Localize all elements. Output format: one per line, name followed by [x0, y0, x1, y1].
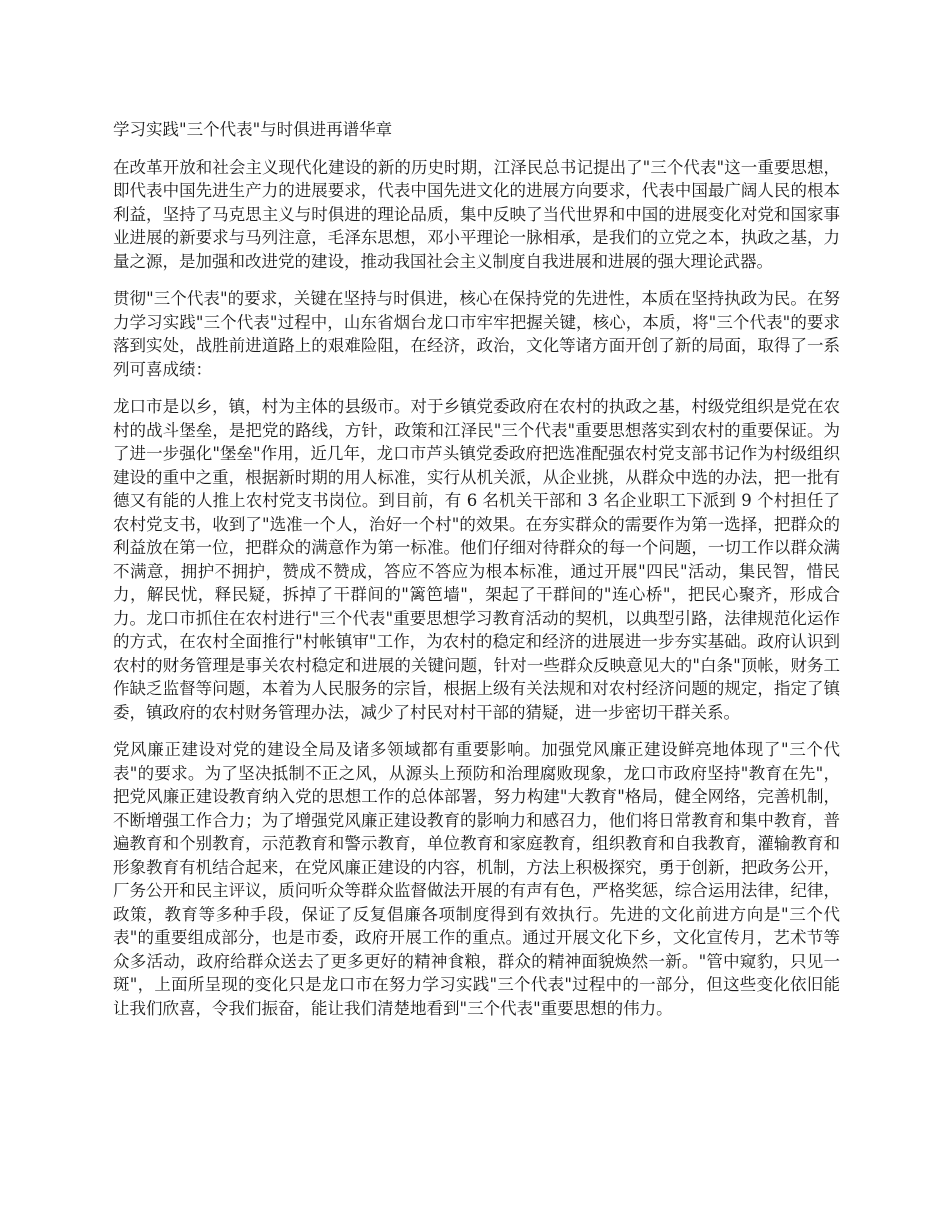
paragraph-1: 在改革开放和社会主义现代化建设的新的历史时期，江泽民总书记提出了"三个代表"这一重要思想，即代表中国先进生产力的进展要求，代表中国先进文化的进展方向要求，代表中国最广阔人民的根本利益，坚持了马克思主义与时俱进的理论品质，集中反映了当代世界和中国的进展变化对党和国家事业进展的新要求与马列注意，毛泽东思想，邓小平理论一脉相承，是我们的立党之本，执政之基，力量之源，是加强和改进党的建设，推动我国社会主义制度自我进展和进展的强大理论武器。 — [113, 157, 840, 271]
paragraph-2: 贯彻"三个代表"的要求，关键在坚持与时俱进，核心在保持党的先进性，本质在坚持执政为民。在努力学习实践"三个代表"过程中，山东省烟台龙口市牢牢把握关键，核心，本质，将"三个代表"的要求落到实处，战胜前进道路上的艰难险阻，在经济，政治，文化等诸方面开创了新的局面，取得了一系列可喜成绩： — [113, 289, 840, 379]
paragraph-4: 党风廉正建设对党的建设全局及诸多领域都有重要影响。加强党风廉正建设鲜亮地体现了"三个代表"的要求。为了坚决抵制不正之风，从源头上预防和治理腐败现象，龙口市政府坚持"教育在先"，把党风廉正建设教育纳入党的思想工作的总体部署，努力构建"大教育"格局，健全网络，完善机制，不断增强工作合力；为了增强党风廉正建设教育的影响力和感召力，他们将日常教育和集中教育，普遍教育和个别教育，示范教育和警示教育，单位教育和家庭教育，组织教育和自我教育，灌输教育和形象教育有机结合起来，在党风廉正建设的内容，机制，方法上积极探究，勇于创新，把政务公开，厂务公开和民主评议，质问听众等群众监督做法开展的有声有色，严格奖惩，综合运用法律，纪律，政策，教育等多种手段，保证了反复倡廉各项制度得到有效执行。先进的文化前进方向是"三个代表"的重要组成部分，也是市委，政府开展工作的重点。通过开展文化下乡，文化宣传月，艺术节等众多活动，政府给群众送去了更多更好的精神食粮，群众的精神面貌焕然一新。"管中窥豹，只见一斑"，上面所呈现的变化只是龙口市在努力学习实践"三个代表"过程中的一部分，但这些变化依旧能让我们欣喜，令我们振奋，能让我们清楚地看到"三个代表"重要思想的伟力。 — [113, 740, 840, 1018]
document-title: 学习实践"三个代表"与时俱进再谱华章 — [113, 120, 393, 139]
paragraph-3: 龙口市是以乡，镇，村为主体的县级市。对于乡镇党委政府在农村的执政之基，村级党组织是党在农村的战斗堡垒，是把党的路线，方针，政策和江泽民"三个代表"重要思想落实到农村的重要保证。为了进一步强化"堡垒"作用，近几年，龙口市芦头镇党委政府把选准配强农村党支部书记作为村级组织建设的重中之重，根据新时期的用人标准，实行从机关派，从企业挑，从群众中选的办法，把一批有德又有能的人推上农村党支书岗位。到目前，有 6 名机关干部和 3 名企业职工下派到 9 个村担任了农村党支书，收到了"选准一个人，治好一个村"的效果。在夯实群众的需要作为第一选择，把群众的利益放在第一位，把群众的满意作为第一标准。他们仔细对待群众的每一个问题，一切工作以群众满不满意，拥护不拥护，赞成不赞成，答应不答应为根本标准，通过开展"四民"活动，集民智，惜民力，解民忧，释民疑，拆掉了干群间的"篱笆墙"，架起了干群间的"连心桥"，把民心聚齐，形成合力。龙口市抓住在农村进行"三个代表"重要思想学习教育活动的契机，以典型引路，法律规范化运作的方式，在农村全面推行"村帐镇审"工作，为农村的稳定和经济的进展进一步夯实基础。政府认识到农村的财务管理是事关农村稳定和进展的关键问题，针对一些群众反映意见大的"白条"顶帐，财务工作缺乏监督等问题，本着为人民服务的宗旨，根据上级有关法规和对农村经济问题的规定，指定了镇委，镇政府的农村财务管理办法，减少了村民对村干部的猜疑，进一步密切干群关系。 — [113, 397, 840, 722]
document-page — [113, 118, 840, 1034]
